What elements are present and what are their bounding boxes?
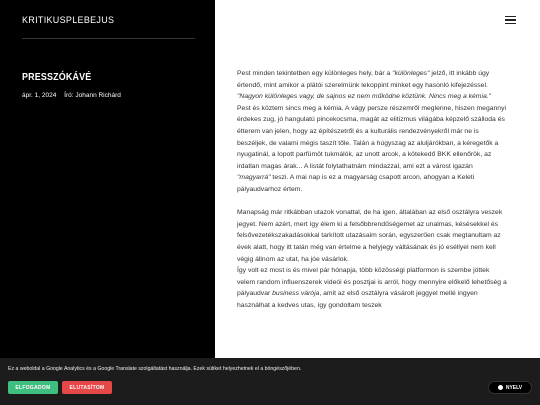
accept-cookies-button[interactable]: ELFOGADOM — [8, 381, 58, 394]
sidebar-divider — [22, 38, 195, 39]
sidebar — [0, 0, 215, 405]
reject-cookies-button[interactable]: ELUTASÍTOM — [62, 381, 112, 394]
post-author: Író: Johann Richárd — [64, 92, 121, 99]
cookie-text: Ez a weboldal a Google Analytics és a Google Translate szolgáltatást használja. Ezek sütiket helyezhetnek el a böngészőjében. — [8, 366, 302, 372]
cookie-banner — [0, 358, 540, 405]
hamburger-menu-icon[interactable] — [505, 14, 519, 26]
globe-icon — [498, 385, 503, 390]
article-paragraph: Így volt ez most is és mivel pár hónapja, több közösségi platformon is szembe jöttek velem random influenszerek videói és posztjai is arról, hogy mennyire előkelő lehetőség a pályaudvar business várója, amit az első osztályra vásárolt jeggyel mellé ingyen használhat a kedves utas, így gondoltam teszek — [237, 267, 507, 309]
language-button[interactable] — [488, 381, 532, 394]
article-body — [237, 68, 507, 311]
post-date: ápr. 1, 2024 — [22, 92, 57, 99]
site-title[interactable]: KRITIKUSPLEBEJUS — [22, 15, 115, 25]
article-paragraph: Pest minden tekintetben egy különleges hely, bár a "különleges" jelző, itt inkább úgy értendő, mint amikor a plátói szerelmünk lekoppint minket egy hasonló kifejezéssel. "Nagyon különleges vagy, de sajnos ez nem működne köztünk. Nincs meg a kémia." — [237, 70, 492, 101]
language-label: NYELV — [505, 384, 523, 391]
article-paragraph: Manapság már ritkábban utazok vonattal, de ha igen, általában az első osztályra veszek jegyet. Nem azért, mert így élem ki a felsőbbrendűségemet az unalmas, késésekkel és felsővezetékszakadásokkal tarkított utazásaim során, egyszerűen csak megtanultam az évek alatt, hogy itt talán még van értelme a helyjegy váltásának és jó eséllyel nem kell végig állnom az utat, ha jóe vásárlok. — [237, 209, 503, 263]
article-paragraph: Pest és köztem sincs meg a kémia. A vágy persze részemről meglenne, hiszen megannyi érdekes zug, jó hangulatú pincekocsma, magát az elitizmus világába képzelő szálloda és étterem van jelen, hogy az építészetről és a kulturális rendezvényekről már ne is beszéljek, de valami mégis taszít tőle. Talán a húgyszag az aluljárókban, a kéregetők a nyugatinál, a lopott parfümöt tukmálók, az unott arcok, a kötekedő BKK ellenőrök, az irdatlan magas árak... A listát folytathatnám mindazzal, ami ezt a várost igazán "magyarrá" teszi. A mai nap is ez a magyarság csapott arcon, ahogyan a Keleti pályaudvarhoz értem. — [237, 104, 506, 193]
post-meta — [22, 92, 127, 99]
post-title: PRESSZÓKÁVÉ — [22, 71, 92, 83]
